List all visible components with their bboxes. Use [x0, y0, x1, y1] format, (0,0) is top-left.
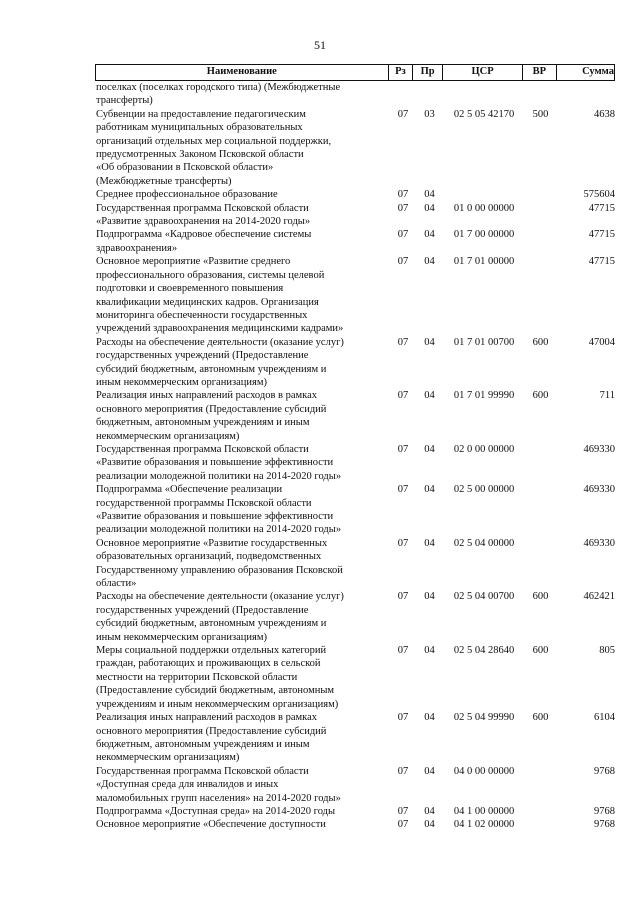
row-rz: 07	[397, 591, 409, 603]
table-row	[95, 255, 615, 335]
row-name-line: «Доступная среда для инвалидов и иных	[96, 779, 279, 791]
row-pr: 04	[424, 765, 435, 777]
header-name: Наименование	[96, 65, 389, 80]
row-sum: 4638	[594, 108, 615, 120]
row-name-line: профессионального образования, системы целевой	[96, 269, 325, 281]
row-csr: 02 0 00 00000	[453, 443, 515, 455]
row-csr: 04 1 00 00000	[453, 805, 515, 817]
table-row	[95, 644, 615, 711]
row-csr: 04 1 02 00000	[453, 819, 515, 831]
row-sum: 9768	[594, 819, 615, 831]
row-name-line: Подпрограмма «Обеспечение реализации	[96, 484, 283, 496]
row-pr: 04	[424, 591, 435, 603]
row-rz: 07	[397, 336, 409, 348]
row-name-line: Расходы на обеспечение деятельности (оказание услуг)	[96, 336, 344, 348]
row-vr	[524, 202, 557, 229]
row-pr: 04	[424, 336, 435, 348]
row-rz: 07	[397, 256, 409, 268]
row-csr: 02 5 04 99990	[453, 712, 515, 724]
row-name-line: мониторинга обеспеченности государственных	[96, 309, 308, 321]
row-sum: 469330	[583, 443, 615, 455]
row-vr	[524, 805, 557, 818]
row-name-line: работникам муниципальных образовательных	[96, 122, 303, 134]
row-name-line: государственных учреждений (Предоставление	[96, 604, 309, 616]
row-name-line: Реализация иных направлений расходов в рамках	[96, 390, 318, 402]
row-name-line: предусмотренных Законом Псковской области	[96, 149, 304, 161]
table-row	[95, 711, 615, 765]
row-name-line: Меры социальной поддержки отдельных категорий	[96, 645, 327, 657]
row-csr: 01 7 01 00000	[453, 256, 515, 268]
row-rz: 07	[397, 819, 409, 831]
table-row	[95, 228, 615, 255]
row-name-line: Реализация иных направлений расходов в рамках	[96, 712, 318, 724]
row-name-line: Основное мероприятие «Развитие государственных	[96, 537, 328, 549]
row-csr	[444, 188, 524, 201]
row-vr: 500	[532, 108, 549, 120]
row-name-line: (Межбюджетные трансферты)	[96, 175, 232, 187]
row-csr: 01 7 01 00700	[453, 336, 515, 348]
row-vr: 600	[532, 390, 549, 402]
row-name-line: «Развитие образования и повышение эффективности	[96, 511, 334, 522]
row-sum: 47004	[588, 336, 615, 348]
row-name	[95, 188, 391, 201]
row-sum: 805	[599, 645, 615, 657]
row-csr: 02 5 00 00000	[453, 484, 515, 496]
row-name-line: Государственная программа Псковской области	[96, 202, 309, 214]
row-rz: 07	[397, 765, 409, 777]
row-csr: 01 0 00 00000	[453, 202, 515, 214]
table-row	[95, 765, 615, 805]
row-name	[95, 644, 391, 711]
table-row	[95, 389, 615, 443]
row-pr: 04	[424, 189, 435, 201]
row-name	[95, 483, 391, 537]
header-rz: Рз	[389, 65, 414, 80]
row-csr: 02 5 04 00700	[453, 591, 515, 603]
row-pr: 04	[424, 202, 435, 214]
row-sum: 462421	[583, 591, 615, 603]
row-name	[95, 81, 391, 108]
row-name-line: «Об образовании в Псковской области»	[96, 162, 274, 174]
row-sum: 6104	[594, 712, 615, 724]
row-pr: 04	[424, 256, 435, 268]
row-rz: 07	[397, 645, 409, 657]
row-name-line: Среднее профессиональное образование	[96, 189, 278, 201]
row-name-line: поселках (поселках городского типа) (Межбюджетные	[96, 82, 341, 93]
row-sum: 9768	[594, 765, 615, 777]
row-sum: 47715	[588, 256, 615, 268]
row-vr: 600	[532, 645, 549, 657]
row-sum: 711	[599, 390, 615, 402]
row-pr: 04	[424, 229, 435, 241]
row-sum: 575604	[583, 189, 615, 201]
row-rz: 07	[397, 189, 409, 201]
page-number: 51	[314, 38, 326, 52]
row-name-line: иным некоммерческим организациям)	[96, 631, 267, 643]
row-name-line: бюджетным, автономным учреждениям и иным	[96, 738, 310, 750]
table-body	[95, 81, 615, 832]
row-name-line: местности на территории Псковской области	[96, 671, 298, 683]
row-pr: 04	[424, 537, 435, 549]
row-name-line: учреждений здравоохранения медицинскими кадрами»	[96, 323, 344, 335]
row-name-line: бюджетным, автономным учреждениям и иным	[96, 417, 310, 429]
header-pr: Пр	[413, 65, 443, 80]
row-sum: 9768	[594, 805, 615, 817]
row-csr	[444, 81, 524, 108]
row-name-line: Подпрограмма «Доступная среда» на 2014-2020 годы	[96, 805, 336, 817]
row-vr	[524, 537, 557, 591]
row-name-line: Подпрограмма «Кадровое обеспечение системы	[96, 229, 312, 241]
header-sum: Сумма	[582, 66, 615, 77]
row-name-line: Расходы на обеспечение деятельности (оказание услуг)	[96, 591, 344, 603]
row-vr	[524, 483, 557, 537]
table-row	[95, 81, 615, 108]
row-name-line: Государственная программа Псковской области	[96, 443, 309, 455]
row-name-line: реализации молодежной политики на 2014-2020 годы»	[96, 524, 342, 536]
table-row	[95, 108, 615, 188]
row-name	[95, 202, 391, 229]
row-name	[95, 765, 391, 805]
row-name	[95, 108, 391, 188]
table-row	[95, 202, 615, 229]
row-pr	[415, 81, 444, 108]
row-csr: 02 5 05 42170	[453, 108, 515, 120]
row-sum: 469330	[583, 537, 615, 549]
row-name	[95, 818, 391, 831]
table-row	[95, 805, 615, 818]
row-rz: 07	[397, 229, 409, 241]
row-rz: 07	[397, 443, 409, 455]
row-rz: 07	[397, 537, 409, 549]
row-name-line: «Развитие здравоохранения на 2014-2020 годы»	[96, 216, 311, 228]
row-name-line: реализации молодежной политики на 2014-2020 годы»	[96, 470, 342, 482]
row-vr: 600	[532, 591, 549, 603]
row-name-line: Субвенции на предоставление педагогическим	[96, 108, 306, 120]
table-row	[95, 188, 615, 201]
row-name-line: организаций отдельных мер социальной поддержки,	[96, 135, 332, 147]
row-name-line: учреждениям и иным некоммерческим организациям)	[96, 698, 339, 710]
row-pr: 04	[424, 484, 435, 496]
row-name	[95, 389, 391, 443]
row-name-line: субсидий бюджетным, автономным учреждениям и	[96, 363, 327, 375]
row-name	[95, 711, 391, 765]
row-rz: 07	[397, 202, 409, 214]
table-row	[95, 443, 615, 483]
row-csr: 02 5 04 28640	[453, 645, 515, 657]
row-rz: 07	[397, 108, 409, 120]
row-pr: 04	[424, 712, 435, 724]
table-header	[95, 64, 615, 81]
row-name-line: некоммерческим организациям)	[96, 430, 240, 442]
row-name-line: (Предоставление субсидий бюджетным, автономным	[96, 685, 335, 697]
row-rz: 07	[397, 805, 409, 817]
table-row	[95, 590, 615, 644]
row-sum	[557, 81, 615, 108]
row-rz: 07	[397, 390, 409, 402]
row-name-line: квалификации медицинских кадров. Организация	[96, 296, 319, 308]
table-row	[95, 483, 615, 537]
row-rz: 07	[397, 712, 409, 724]
row-name	[95, 255, 391, 335]
row-name-line: некоммерческим организациям)	[96, 752, 240, 764]
row-name-line: «Развитие образования и повышение эффективности	[96, 457, 334, 469]
row-vr	[524, 765, 557, 805]
row-vr	[524, 81, 557, 108]
table-row	[95, 336, 615, 390]
row-pr: 04	[424, 645, 435, 657]
row-name-line: образовательных организаций, подведомственных	[96, 551, 322, 563]
row-name	[95, 443, 391, 483]
row-rz: 07	[397, 484, 409, 496]
row-sum: 47715	[588, 202, 615, 214]
row-name	[95, 537, 391, 591]
row-name-line: Основное мероприятие «Развитие среднего	[96, 256, 291, 268]
row-name-line: Основное мероприятие «Обеспечение доступности	[96, 819, 326, 831]
row-pr: 04	[424, 805, 435, 817]
table-row	[95, 818, 615, 831]
row-vr	[524, 818, 557, 831]
row-name-line: государственных учреждений (Предоставление	[96, 350, 309, 362]
row-name-line: Государственная программа Псковской области	[96, 765, 309, 777]
row-pr: 04	[424, 390, 435, 402]
row-pr: 04	[424, 443, 435, 455]
header-csr: ЦСР	[443, 65, 523, 80]
row-name-line: основного мероприятия (Предоставление субсидий	[96, 403, 327, 415]
row-name	[95, 336, 391, 390]
row-name-line: граждан, работающих и проживающих в сельской	[96, 658, 321, 670]
row-csr: 01 7 01 99990	[453, 390, 515, 402]
row-name-line: маломобильных групп населения» на 2014-2020 годы»	[96, 792, 341, 804]
budget-table	[95, 64, 615, 832]
row-vr: 600	[532, 712, 549, 724]
row-name-line: государственной программы Псковской области	[96, 497, 312, 509]
row-vr	[524, 228, 557, 255]
row-csr: 01 7 00 00000	[453, 229, 515, 241]
row-pr: 04	[424, 819, 435, 831]
row-name	[95, 590, 391, 644]
row-csr: 02 5 04 00000	[453, 537, 515, 549]
row-name	[95, 228, 391, 255]
row-name-line: основного мероприятия (Предоставление субсидий	[96, 725, 327, 737]
header-vr: ВР	[523, 65, 557, 80]
row-vr	[524, 443, 557, 483]
row-vr: 600	[532, 336, 549, 348]
row-rz	[391, 81, 415, 108]
row-name	[95, 805, 391, 818]
row-sum: 47715	[588, 229, 615, 241]
row-name-line: иным некоммерческим организациям)	[96, 376, 267, 388]
row-name-line: Государственному управлению образования Псковской	[96, 564, 343, 576]
row-sum: 469330	[583, 484, 615, 496]
table-row	[95, 537, 615, 591]
row-csr: 04 0 00 00000	[453, 765, 515, 777]
row-name-line: области»	[96, 578, 137, 590]
row-vr	[524, 255, 557, 335]
row-name-line: подготовки и своевременного повышения	[96, 283, 284, 295]
row-name-line: субсидий бюджетным, автономным учреждениям и	[96, 618, 327, 630]
row-name-line: трансферты)	[96, 95, 153, 107]
row-name-line: здравоохранения»	[96, 242, 178, 254]
row-vr	[524, 188, 557, 201]
row-pr: 03	[424, 108, 435, 120]
